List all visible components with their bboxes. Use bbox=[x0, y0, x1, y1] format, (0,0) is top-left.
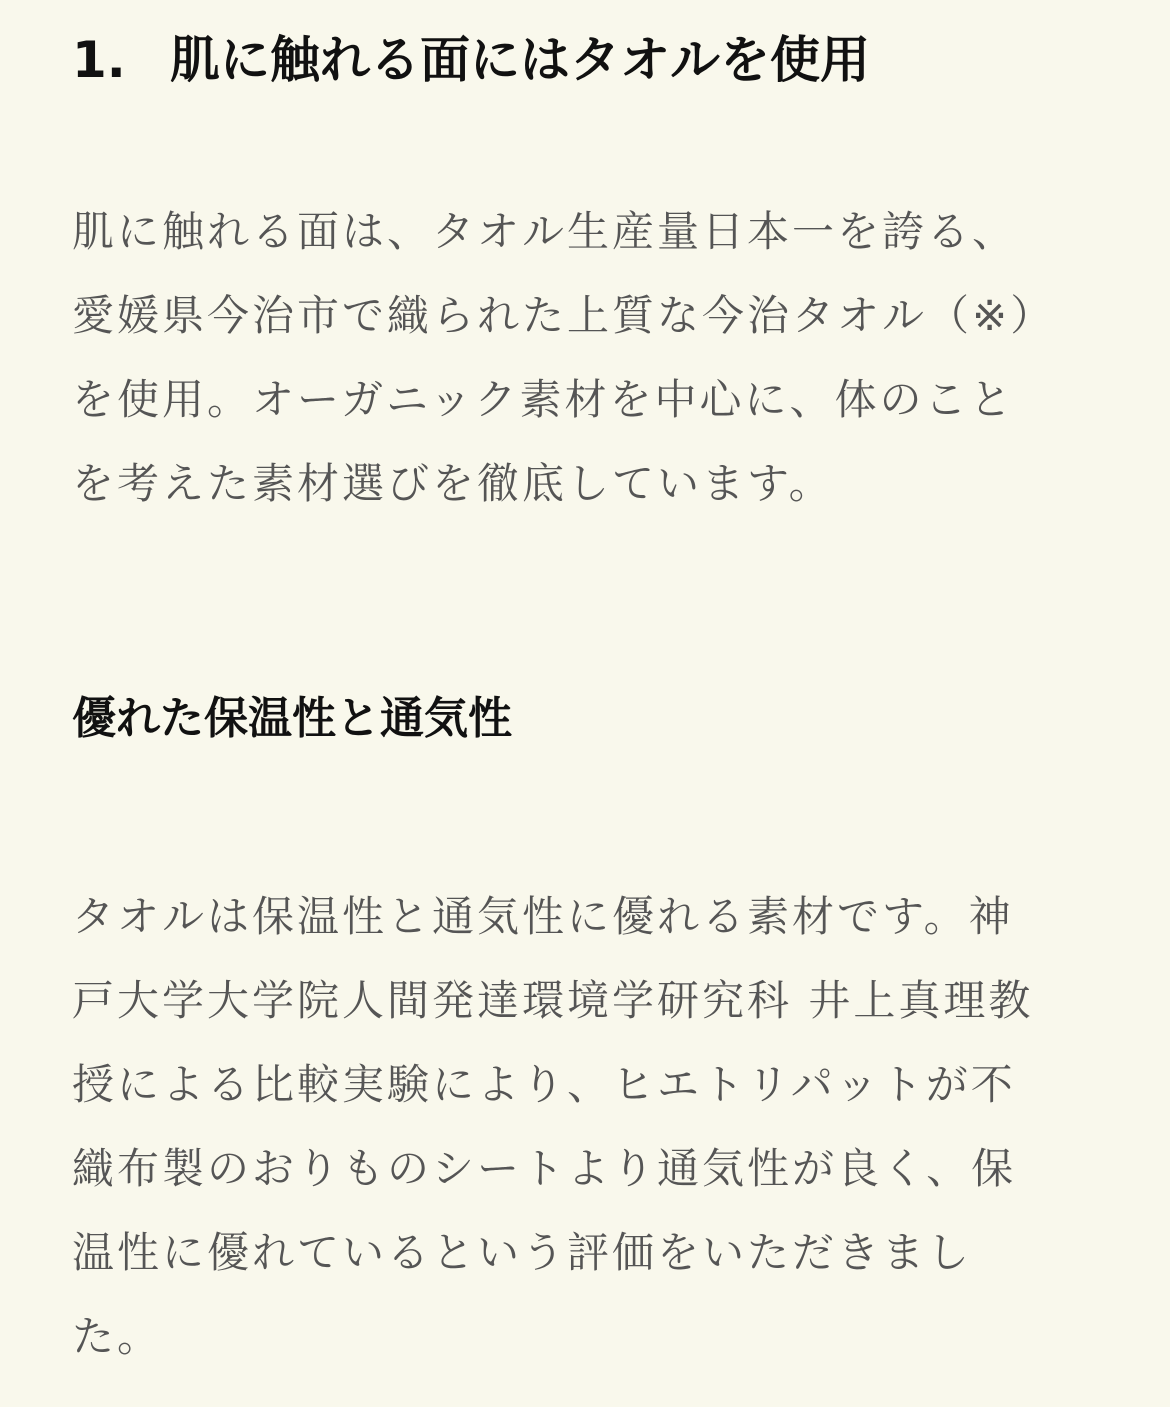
subheading-title: 優れた保温性と通気性 bbox=[72, 693, 512, 744]
detail-paragraph bbox=[72, 875, 1098, 1379]
paragraph-line: 愛媛県今治市で織られた上質な今治タオル（※） bbox=[72, 291, 1056, 340]
section-title: 肌に触れる面にはタオルを使用 bbox=[170, 31, 870, 89]
paragraph-line: 戸大学大学院人間発達環境学研究科 井上真理教 bbox=[72, 976, 1034, 1025]
paragraph-line: た。 bbox=[72, 1312, 163, 1361]
paragraph-line: 授による比較実験により、ヒエトリパットが不 bbox=[72, 1060, 1016, 1109]
intro-paragraph bbox=[72, 190, 1098, 526]
section-number: 1. bbox=[72, 31, 126, 89]
paragraph-line: を使用。オーガニック素材を中心に、体のこと bbox=[72, 375, 1015, 424]
paragraph-line: 温性に優れているという評価をいただきまし bbox=[72, 1228, 973, 1277]
paragraph-line: 織布製のおりものシートより通気性が良く、保 bbox=[72, 1144, 1017, 1193]
paragraph-line: を考えた素材選びを徹底しています。 bbox=[72, 459, 834, 508]
paragraph-line: タオルは保温性と通気性に優れる素材です。神 bbox=[72, 892, 1014, 941]
section-heading bbox=[72, 28, 870, 92]
paragraph-line: 肌に触れる面は、タオル生産量日本一を誇る、 bbox=[72, 207, 1018, 256]
